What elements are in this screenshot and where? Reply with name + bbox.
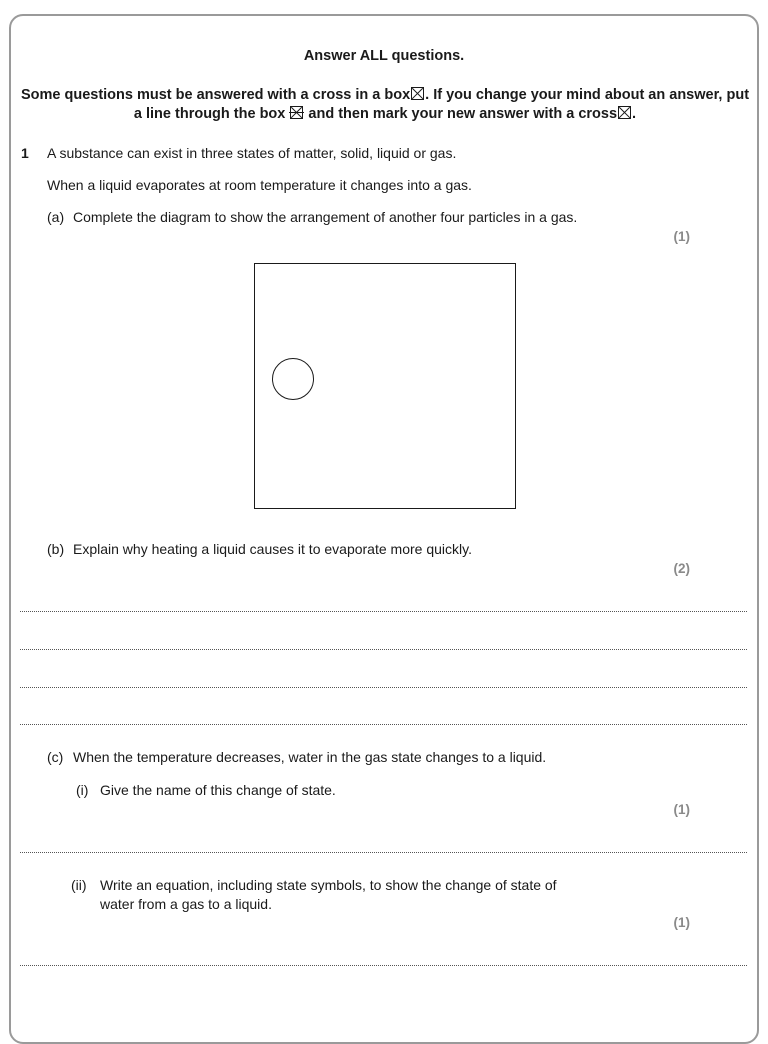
part-a-label: (a): [47, 209, 65, 225]
exam-instructions: [20, 86, 750, 124]
part-b-label: (b): [47, 541, 65, 557]
part-a-text: Complete the diagram to show the arrangement of another four particles in a gas.: [73, 209, 578, 225]
part-c-i-text: Give the name of this change of state.: [100, 782, 336, 798]
part-c-ii-text-2: water from a gas to a liquid.: [100, 896, 272, 912]
question-intro-1: A substance can exist in three states of matter, solid, liquid or gas.: [47, 145, 457, 161]
gas-particle-circle: [272, 358, 314, 400]
part-b-marks: (2): [673, 561, 690, 576]
part-c-i-marks: (1): [673, 802, 690, 817]
question-intro-2: When a liquid evaporates at room temperature it changes into a gas.: [47, 177, 472, 193]
answer-line-c-ii[interactable]: [20, 965, 747, 966]
answer-line-b-2[interactable]: [20, 649, 747, 650]
instructions-text-2: . If you change your mind about an answer, put a line through the box: [133, 87, 750, 122]
instructions-text-1: Some questions must be answered with a cross in a box: [20, 87, 411, 103]
cross-box-icon: [618, 106, 631, 119]
part-a-marks: (1): [673, 229, 690, 244]
instructions-text-end: .: [632, 106, 637, 122]
struck-cross-box-icon: [290, 106, 303, 119]
part-c-i-label: (i): [76, 782, 89, 798]
part-c-text: When the temperature decreases, water in the gas state changes to a liquid.: [73, 749, 547, 765]
answer-line-b-3[interactable]: [20, 687, 747, 688]
part-c-ii-marks: (1): [673, 915, 690, 930]
part-b-text: Explain why heating a liquid causes it to evaporate more quickly.: [73, 541, 472, 557]
cross-box-icon: [411, 87, 424, 100]
answer-line-c-i[interactable]: [20, 852, 747, 853]
part-c-ii-text-1: Write an equation, including state symbols, to show the change of state of: [100, 877, 557, 893]
question-number: 1: [21, 145, 29, 161]
answer-line-b-4[interactable]: [20, 724, 747, 725]
answer-line-b-1[interactable]: [20, 611, 747, 612]
instructions-text-3: and then mark your new answer with a cross: [308, 106, 618, 122]
part-c-label: (c): [47, 749, 64, 765]
part-c-ii-label: (ii): [71, 877, 87, 893]
exam-header-title: Answer ALL questions.: [303, 48, 465, 64]
